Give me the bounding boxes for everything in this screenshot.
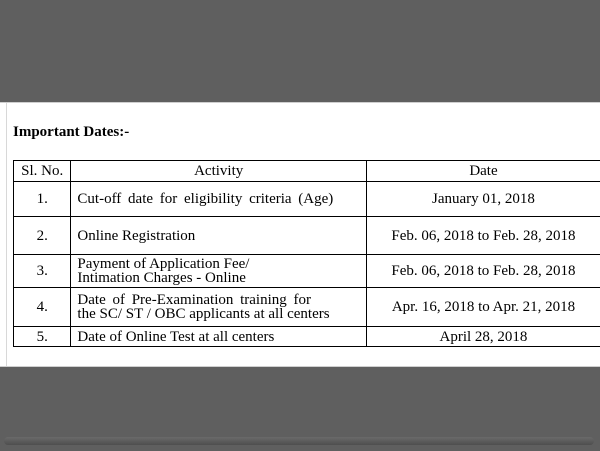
sl-no-header: Sl. No. [14,161,71,182]
date-cell: Feb. 06, 2018 to Feb. 28, 2018 [366,255,600,288]
activity-line: Intimation Charges - Online [77,271,360,285]
activity-cell: Cut-off date for eligibility criteria (Age) [71,182,367,217]
table-row [14,182,600,217]
activity-cell [71,255,367,288]
table-row [14,255,600,288]
sl-no-cell: 3. [14,255,71,288]
table-row [14,217,600,255]
date-header: Date [366,161,600,182]
activity-header: Activity [71,161,367,182]
date-cell: January 01, 2018 [366,182,600,217]
table-row [14,327,600,347]
date-cell: Apr. 16, 2018 to Apr. 21, 2018 [366,288,600,327]
important-dates-heading: Important Dates:- [13,124,129,141]
activity-cell [71,288,367,327]
activity-line: Payment of Application Fee/ [77,257,360,271]
activity-cell: Date of Online Test at all centers [71,327,367,347]
table-row [14,288,600,327]
date-cell: Feb. 06, 2018 to Feb. 28, 2018 [366,217,600,255]
activity-cell: Online Registration [71,217,367,255]
activity-line: the SC/ ST / OBC applicants at all centers [77,307,360,321]
document-page [6,103,600,366]
date-cell: April 28, 2018 [366,327,600,347]
sl-no-cell: 5. [14,327,71,347]
sl-no-cell: 4. [14,288,71,327]
bottom-frame-band [0,366,600,451]
important-dates-table [13,160,600,347]
activity-line: Date of Pre-Examination training for [77,293,360,307]
sl-no-cell: 1. [14,182,71,217]
top-frame-band [0,0,600,103]
sl-no-cell: 2. [14,217,71,255]
table-header-row [14,161,600,182]
